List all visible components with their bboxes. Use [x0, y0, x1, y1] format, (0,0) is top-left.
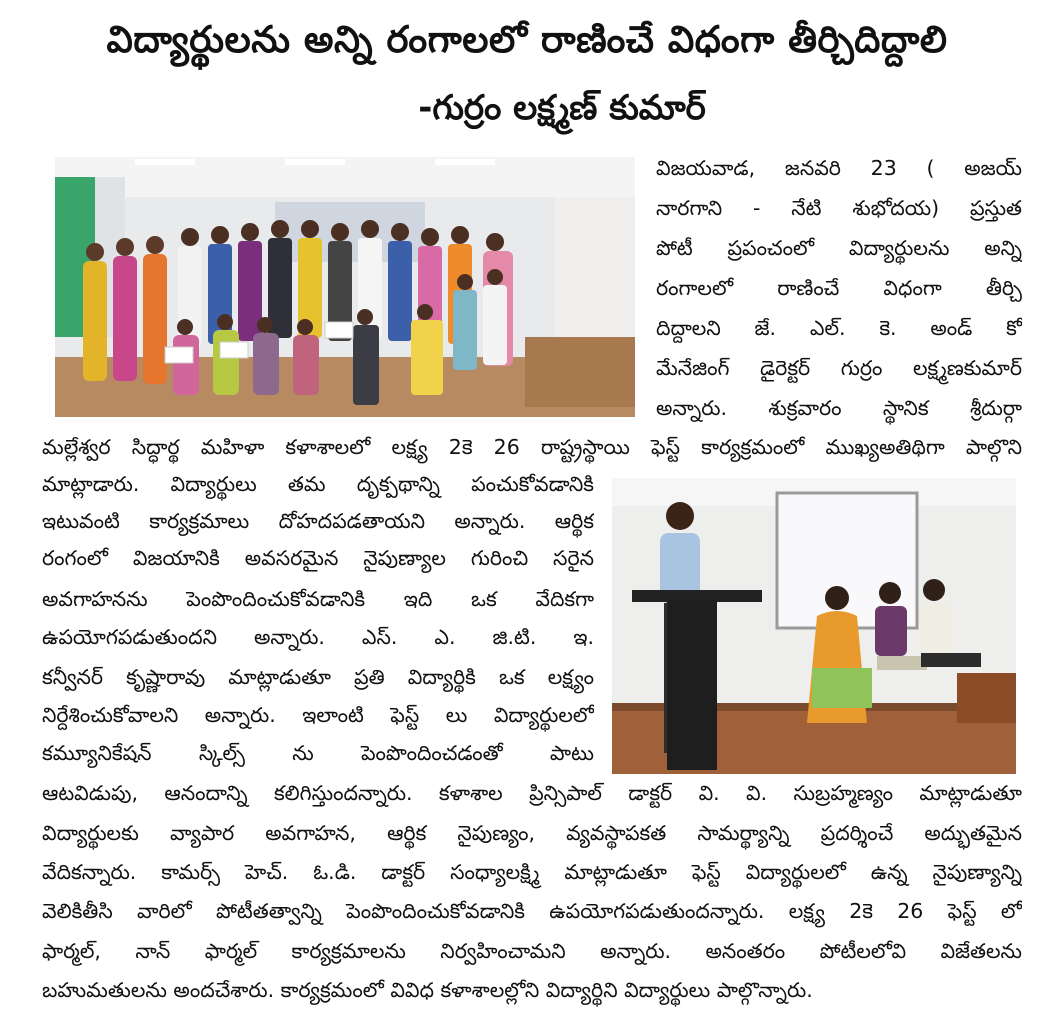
article-text-line: మల్లేశ్వర సిద్ధార్థ మహిళా కళాశాలలో లక్ష్య 2కె 26 రాష్ట్రస్థాయి ఫెస్ట్ కార్యక్రమంలో ముఖ్యఅతిథిగా పాల్గొని	[42, 435, 1022, 459]
article-text-line: నిర్దేశించుకోవాలని అన్నారు. ఇలాంటి ఫెస్ట్ లు విద్యార్థులలో	[42, 703, 594, 727]
article-text-line: మాట్లాడారు. విద్యార్థులు తమ దృక్పథాన్ని పంచుకోవడానికి	[42, 472, 594, 496]
article-text-line: అన్నారు. శుక్రవారం స్థానిక శ్రీదుర్గా	[656, 396, 1022, 420]
article-text-line: బహుమతులను అందచేశారు. కార్యక్రమంలో వివిధ కళాశాలల్లోని విద్యార్థిని విద్యార్థులు పాల్గొన్నారు.	[42, 978, 813, 1002]
article-text-line: ఫార్మల్, నాన్ ఫార్మల్ కార్యక్రమాలను నిర్వహించామని అన్నారు. అనంతరం పోటీలలోవి విజేతలను	[42, 939, 1022, 963]
article-text-line: దిద్దాలని జే. ఎల్. కె. అండ్ కో	[656, 316, 1022, 340]
article-text-line: వేదికన్నారు. కామర్స్ హెచ్. ఓ.డి. డాక్టర్ సంధ్యాలక్ష్మి మాట్లాడుతూ ఫెస్ట్ విద్యార్థులలో ఉన్న నైపుణ్యాన్ని	[42, 860, 1022, 884]
article-byline: -గుర్రం లక్ష్మణ్ కుమార్	[418, 88, 706, 128]
article-text-line: విజయవాడ, జనవరి 23 ( అజయ్	[656, 156, 1022, 180]
group-photo	[55, 157, 635, 417]
article-headline: విద్యార్థులను అన్ని రంగాలలో రాణించే విధంగా తీర్చిదిద్దాలి	[106, 18, 948, 61]
article-text-line: నారగాని - నేటి శుభోదయ) ప్రస్తుత	[656, 196, 1022, 220]
article-text-line: మేనేజింగ్ డైరెక్టర్ గుర్రం లక్ష్మణకుమార్	[656, 356, 1022, 380]
article-text-line: ఆటవిడుపు, ఆనందాన్ని కలిగిస్తుందన్నారు. కళాశాల ప్రిన్సిపాల్ డాక్టర్ వి. వి. సుబ్రహ్మణ్యం మాట్లాడుతూ	[42, 781, 1022, 805]
article-text-line: రంగాలలో రాణించే విధంగా తీర్చి	[656, 276, 1022, 300]
article-text-line: పోటీ ప్రపంచంలో విద్యార్థులను అన్ని	[656, 236, 1022, 260]
article-text-line: ఇటువంటి కార్యక్రమాలు దోహదపడతాయని అన్నారు. ఆర్థిక	[42, 509, 594, 533]
speaker-photo	[612, 478, 1016, 774]
article-text-line: వెలికితీసి వారిలో పోటీతత్వాన్ని పెంపొందించుకోవడానికి ఉపయోగపడుతుందన్నారు. లక్ష్య 2కె 26 ఫెస్ట్ లో	[42, 899, 1022, 923]
article-text-line: ఉపయోగపడుతుందని అన్నారు. ఎస్. ఎ. జి.టి. ఇ.	[42, 625, 594, 649]
article-text-line: కన్వీనర్ కృష్ణారావు మాట్లాడుతూ ప్రతి విద్యార్థికి ఒక లక్ష్యం	[42, 665, 594, 689]
article-text-line: విద్యార్థులకు వ్యాపార అవగాహన, ఆర్థిక నైపుణ్యం, వ్యవస్థాపకత సామర్థ్యాన్ని ప్రదర్శించే అద్భుతమైన	[42, 821, 1022, 845]
article-text-line: కమ్యూనికేషన్ స్కిల్స్ ను పెంపొందించడంతో పాటు	[42, 741, 594, 765]
article-text-line: అవగాహనను పెంపొందించుకోవడానికి ఇది ఒక వేదికగా	[42, 587, 594, 611]
article-text-line: రంగంలో విజయానికి అవసరమైన నైపుణ్యాల గురించి సరైన	[42, 546, 594, 570]
